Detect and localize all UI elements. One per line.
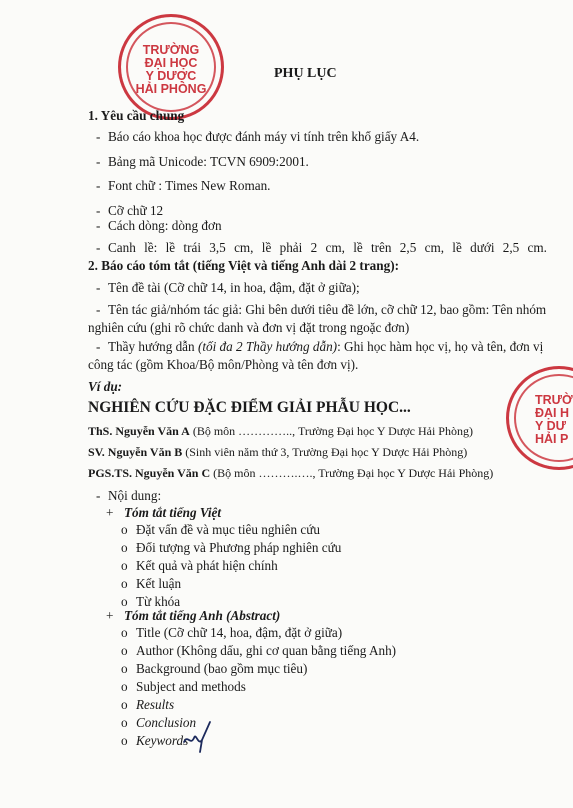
list-item: - Cách dòng: dòng đơn xyxy=(96,218,222,233)
seal-line: Y DƯ xyxy=(535,419,566,434)
list-item: - Bảng mã Unicode: TCVN 6909:2001. xyxy=(96,154,309,169)
list-item: - Cỡ chữ 12 xyxy=(96,203,164,218)
example-label: Ví dụ: xyxy=(88,379,123,394)
author-line: SV. Nguyễn Văn B (Sinh viên năm thứ 3, Trường Đại học Y Dược Hải Phòng) xyxy=(88,445,468,459)
en-abstract-heading: + Tóm tắt tiếng Anh (Abstract) xyxy=(106,608,281,623)
author-line: ThS. Nguyễn Văn A (Bộ môn ………….., Trường Đại học Y Dược Hải Phòng) xyxy=(88,424,473,438)
seal-line: ĐẠI H xyxy=(535,406,570,421)
example-title: NGHIÊN CỨU ĐẶC ĐIỂM GIẢI PHẪU HỌC... xyxy=(88,399,411,416)
list-item: o Title (Cỡ chữ 14, hoa, đậm, đặt ở giữa) xyxy=(121,625,343,640)
seal-line: ĐẠI HỌC xyxy=(144,56,198,71)
list-item: o Results xyxy=(121,697,175,712)
list-item: - Báo cáo khoa học được đánh máy vi tính trên khổ giấy A4. xyxy=(96,129,420,144)
handwritten-initials xyxy=(180,716,214,756)
seal-line: TRƯỜNG xyxy=(142,43,200,57)
university-seal-top xyxy=(118,14,224,120)
section-1-heading: 1. Yêu cầu chung xyxy=(88,108,185,123)
list-item: o Keywords xyxy=(121,733,189,748)
university-seal-side xyxy=(506,366,573,470)
list-item-continuation: công tác (gồm Khoa/Bộ môn/Phòng và tên đơn vị). xyxy=(88,357,359,372)
list-item: o Đối tượng và Phương pháp nghiên cứu xyxy=(121,540,342,555)
list-item: o Từ khóa xyxy=(121,594,181,609)
page-title: PHỤ LỤC xyxy=(274,66,337,81)
vn-abstract-heading: + Tóm tắt tiếng Việt xyxy=(106,505,222,520)
section-2-heading: 2. Báo cáo tóm tắt (tiếng Việt và tiếng Anh dài 2 trang): xyxy=(88,258,399,273)
author-line: PGS.TS. Nguyễn Văn C (Bộ môn ……….…., Trường Đại học Y Dược Hải Phòng) xyxy=(88,466,494,480)
list-item: o Subject and methods xyxy=(121,679,246,694)
seal-line: Y DƯỢC xyxy=(145,69,197,84)
seal-line: TRƯỜ xyxy=(535,393,573,407)
list-item: - Font chữ : Times New Roman. xyxy=(96,178,271,193)
seal-line: HẢI P xyxy=(535,432,569,447)
list-item: o Kết luận xyxy=(121,576,182,591)
seal-line: HẢI PHÒNG xyxy=(135,82,207,97)
content-label: - Nội dung: xyxy=(96,488,162,503)
list-item: - Thầy hướng dẫn (tối đa 2 Thầy hướng dẫn): Ghi học hàm học vị, họ và tên, đơn vị xyxy=(96,339,544,354)
list-item: o Conclusion xyxy=(121,715,197,730)
list-item: o Background (bao gồm mục tiêu) xyxy=(121,661,308,676)
list-item: o Author (Không dấu, ghi cơ quan bằng tiếng Anh) xyxy=(121,643,397,658)
list-item: - Tên tác giả/nhóm tác giả: Ghi bên dưới tiêu đề lớn, cỡ chữ 12, bao gồm: Tên nhóm xyxy=(96,302,547,317)
list-item: o Đặt vấn đề và mục tiêu nghiên cứu xyxy=(121,522,321,537)
list-item-continuation: nghiên cứu (ghi rõ chức danh và đơn vị đặt trong ngoặc đơn) xyxy=(88,320,410,335)
list-item: - Tên đề tài (Cỡ chữ 14, in hoa, đậm, đặt ở giữa); xyxy=(96,280,360,295)
list-item: - Canh lề: lề trái 3,5 cm, lề phải 2 cm, lề trên 2,5 cm, lề dưới 2,5 cm. xyxy=(96,240,547,255)
list-item: o Kết quả và phát hiện chính xyxy=(121,558,278,573)
